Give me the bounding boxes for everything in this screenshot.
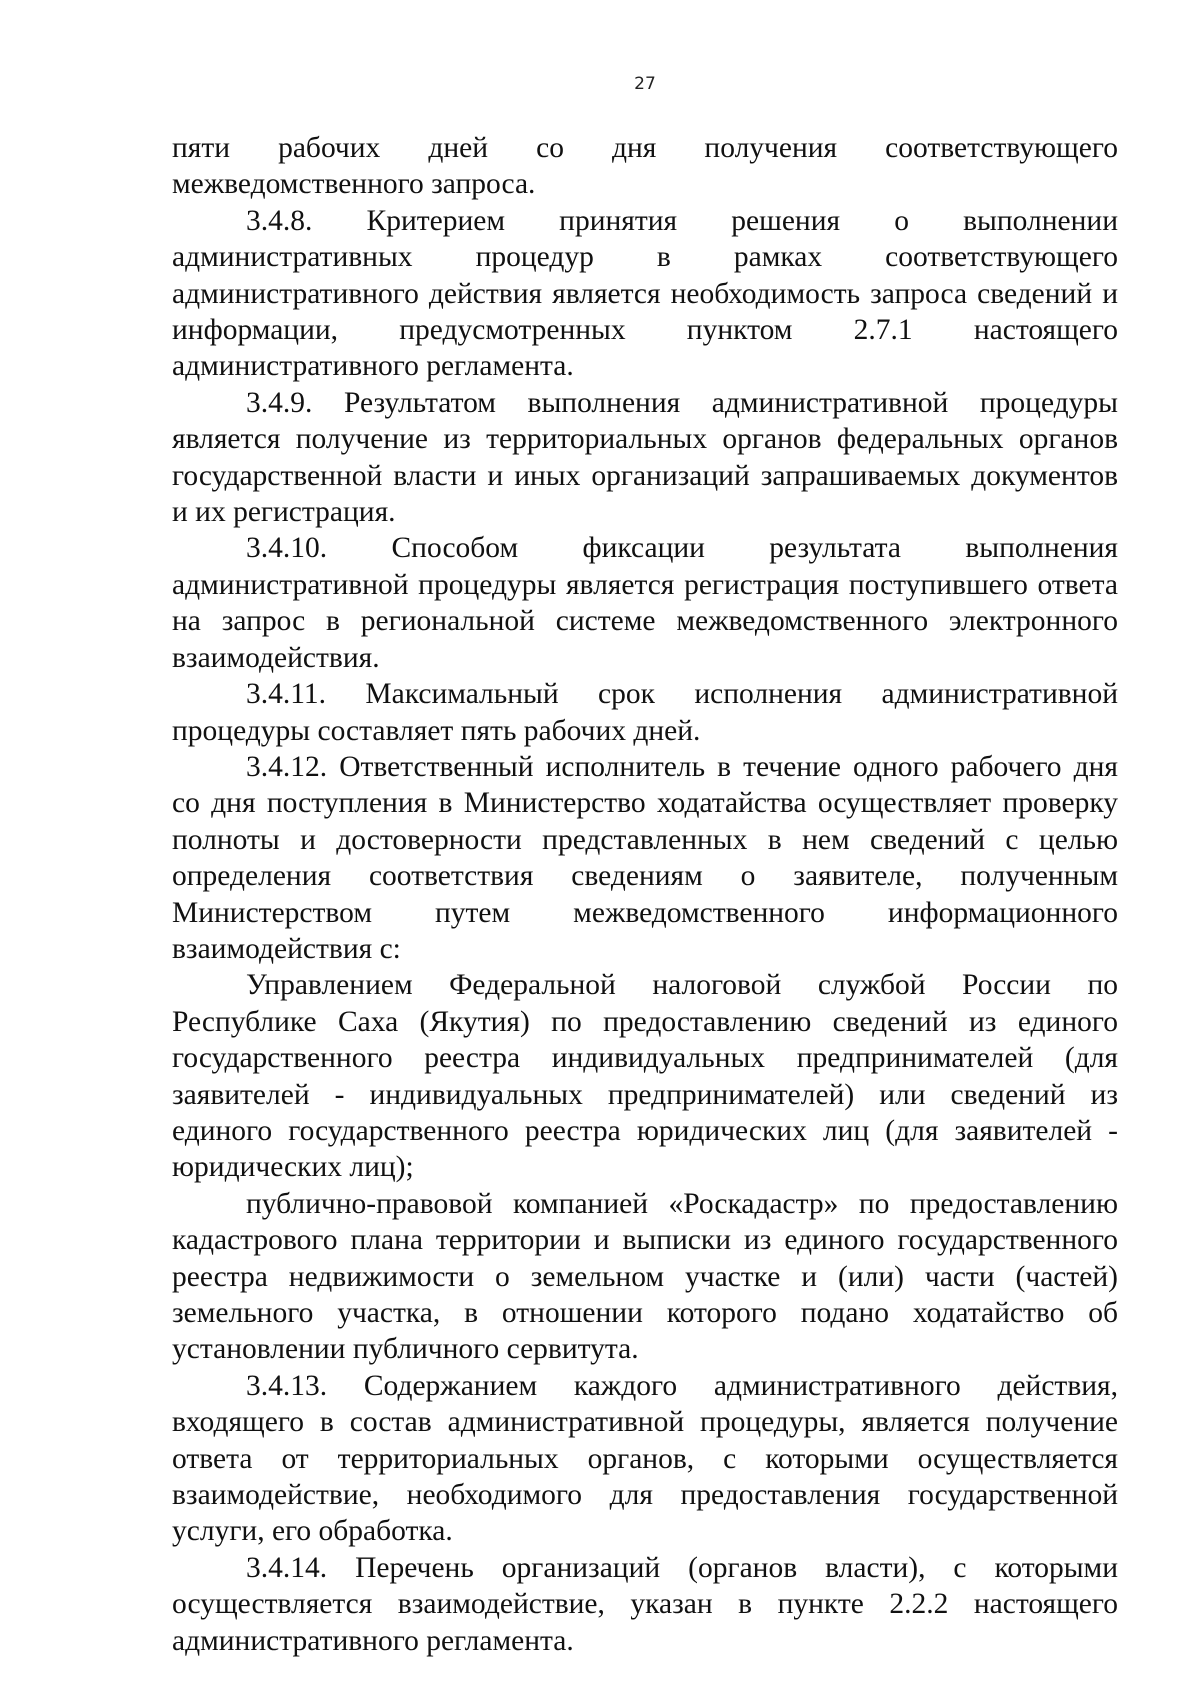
page-number: 27 <box>634 74 656 94</box>
paragraph-3-4-12: 3.4.12. Ответственный исполнитель в течение одного рабочего дня со дня поступления в Министерство ходатайства осуществляет проверку полноты и достоверности представленных в нем сведений с целью определения соответствия сведениям о заявителе, полученным Министерством путем межведомственного информационного взаимодействия с: <box>172 750 1118 965</box>
paragraph-tax-service: Управлением Федеральной налоговой службой России по Республике Саха (Якутия) по предоставлению сведений из единого государственного реестра индивидуальных предпринимателей (для заявителей - индивидуальных предпринимателей) или сведений из единого государственного реестра юридических лиц (для заявителей - юридических лиц); <box>172 969 1118 1184</box>
paragraph-continuation: пяти рабочих дней со дня получения соответствующего межведомственного запроса. <box>172 132 1118 201</box>
paragraph-3-4-9: 3.4.9. Результатом выполнения административной процедуры является получение из территориальных органов федеральных органов государственной власти и иных организаций запрашиваемых документов и их регистрация. <box>172 386 1118 529</box>
paragraph-roskadastr: публично-правовой компанией «Роскадастр» по предоставлению кадастрового плана территории и выписки из единого государственного реестра недвижимости о земельном участке и (или) части (частей) земельного участка, в отношении которого подано ходатайство об установлении публичного сервитута. <box>172 1187 1118 1366</box>
document-body <box>172 130 1118 1659</box>
paragraph-3-4-11: 3.4.11. Максимальный срок исполнения административной процедуры составляет пять рабочих дней. <box>172 678 1118 747</box>
paragraph-3-4-14: 3.4.14. Перечень организаций (органов власти), с которыми осуществляется взаимодействие, указан в пункте 2.2.2 настоящего административного регламента. <box>172 1551 1118 1657</box>
paragraph-3-4-10: 3.4.10. Способом фиксации результата выполнения административной процедуры является регистрация поступившего ответа на запрос в региональной системе межведомственного электронного взаимодействия. <box>172 532 1118 674</box>
paragraph-3-4-13: 3.4.13. Содержанием каждого административного действия, входящего в состав административной процедуры, является получение ответа от территориальных органов, с которыми осуществляется взаимодействие, необходимого для предоставления государственной услуги, его обработка. <box>172 1369 1118 1548</box>
paragraph-3-4-8: 3.4.8. Критерием принятия решения о выполнении административных процедур в рамках соответствующего административного действия является необходимость запроса сведений и информации, предусмотренных пунктом 2.7.1 настоящего административного регламента. <box>172 204 1118 383</box>
